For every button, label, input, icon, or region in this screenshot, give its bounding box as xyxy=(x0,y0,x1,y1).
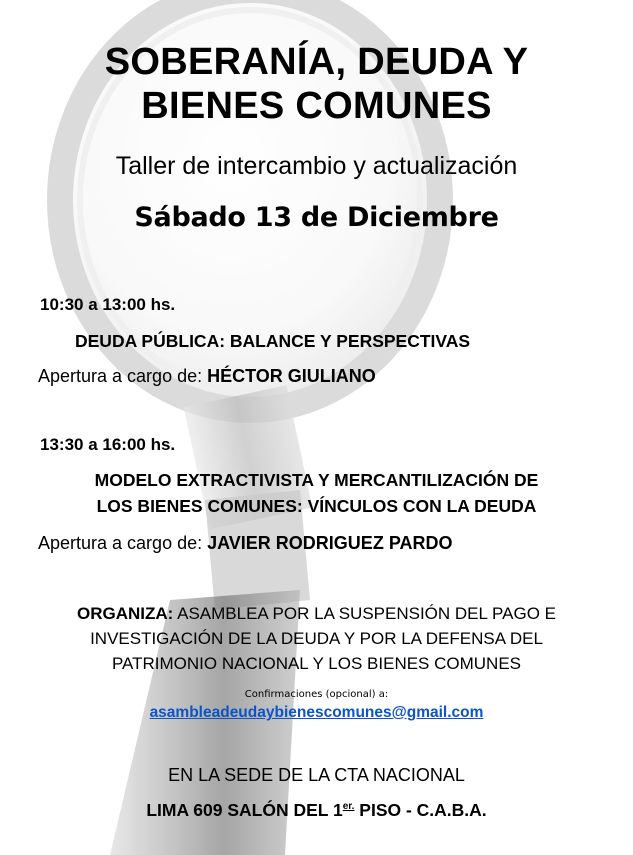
organizer-line-1 xyxy=(0,601,633,626)
session-1-time: 10:30 a 13:00 hs. xyxy=(40,295,176,314)
session-1-speaker: HÉCTOR GIULIANO xyxy=(207,366,376,386)
organizer-line-2: INVESTIGACIÓN DE LA DEUDA Y POR LA DEFENSA DEL xyxy=(90,629,543,648)
session-2-opening-label: Apertura a cargo de: xyxy=(38,533,203,553)
session-2-topic xyxy=(0,467,633,519)
organizer-name-part-1: ASAMBLEA POR LA SUSPENSIÓN DEL PAGO E xyxy=(177,604,556,623)
organizer-label: ORGANIZA: xyxy=(77,604,174,623)
session-2-time: 13:30 a 16:00 hs. xyxy=(40,435,176,454)
address-end: PISO - C.A.B.A. xyxy=(354,800,487,820)
address xyxy=(0,800,633,821)
session-2-topic-line-2: LOS BIENES COMUNES: VÍNCULOS CON LA DEUDA xyxy=(96,496,537,516)
email-container xyxy=(0,704,633,722)
session-2-opening xyxy=(38,533,452,554)
session-2-topic-line-1: MODELO EXTRACTIVISTA Y MERCANTILIZACIÓN DE xyxy=(94,470,539,490)
page-title xyxy=(0,40,633,128)
session-1-opening xyxy=(38,366,376,387)
address-start: LIMA 609 SALÓN DEL 1 xyxy=(146,800,343,820)
session-1-topic: DEUDA PÚBLICA: BALANCE Y PERSPECTIVAS xyxy=(75,331,471,351)
address-floor-suffix: er. xyxy=(342,801,355,813)
event-date: Sábado 13 de Diciembre xyxy=(134,202,499,233)
organizer-line-3: PATRIMONIO NACIONAL Y LOS BIENES COMUNES xyxy=(111,654,522,673)
session-2-speaker: JAVIER RODRIGUEZ PARDO xyxy=(207,533,453,553)
venue: EN LA SEDE DE LA CTA NACIONAL xyxy=(168,765,465,785)
title-line-1: SOBERANÍA, DEUDA Y xyxy=(104,41,529,83)
title-line-2: BIENES COMUNES xyxy=(141,85,492,127)
confirmation-note: Confirmaciones (opcional) a: xyxy=(244,689,389,700)
subtitle: Taller de intercambio y actualización xyxy=(115,152,518,180)
email-link[interactable]: asambleadeudaybienescomunes@gmail.com xyxy=(149,704,484,721)
organizer-block xyxy=(0,601,633,676)
session-1-opening-label: Apertura a cargo de: xyxy=(38,366,203,386)
